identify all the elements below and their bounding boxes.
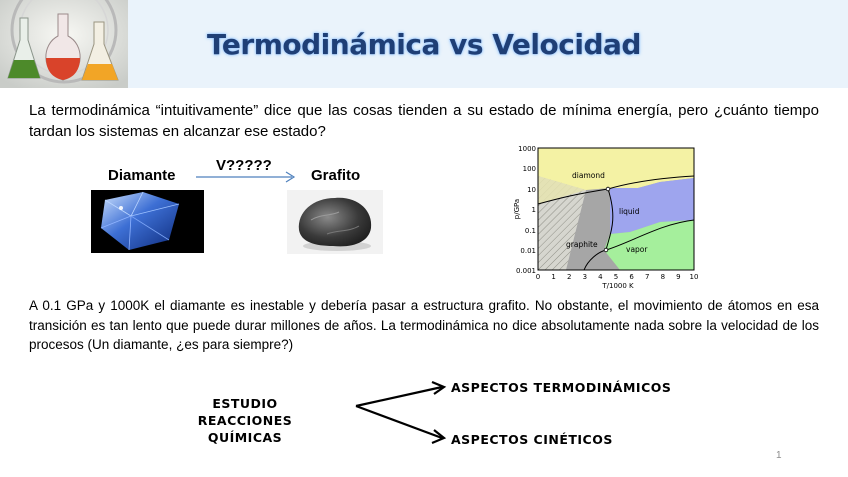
carbon-phase-diagram	[510, 142, 700, 290]
x-tick: 7	[644, 273, 650, 281]
y-tick: 0.01	[520, 247, 536, 255]
estudio-reacciones-label	[170, 395, 320, 446]
transition-arrow	[196, 170, 300, 184]
y-tick: 10	[527, 186, 536, 194]
x-tick: 4	[598, 273, 603, 281]
x-tick: 0	[535, 273, 541, 281]
page-title: Termodinámica vs Velocidad	[207, 28, 641, 61]
diamond-image	[91, 190, 204, 253]
y-tick: 1000	[518, 145, 536, 153]
aspectos-termodinamicos-label: ASPECTOS TERMODINÁMICOS	[451, 380, 672, 395]
grafito-label: Grafito	[311, 167, 361, 184]
x-tick: 3	[582, 273, 588, 281]
liquid-label: liquid	[619, 207, 640, 216]
y-tick: 100	[522, 165, 536, 173]
estudio-line2: QUÍMICAS	[207, 430, 283, 445]
y-tick: 0.001	[515, 267, 536, 275]
x-tick: 6	[629, 273, 634, 281]
graphite-image	[287, 190, 383, 254]
velocity-question-label: V?????	[216, 157, 272, 174]
intro-paragraph: La termodinámica “intuitivamente” dice que las cosas tienden a su estado de mínima energía, pero ¿cuánto tiempo tardan los sistemas en alcanzar ese estado?	[29, 102, 819, 140]
x-tick: 10	[689, 273, 699, 281]
kinetics-paragraph: A 0.1 GPa y 1000K el diamante es inestable y debería pasar a estructura grafito. No obstante, el movimiento de átomos en esa transición es tan lento que puede durar millones de años. La termodinámica no dice absolutamente nada sobre la velocidad de los procesos (Un diamante, ¿es para siempre?)	[29, 298, 819, 352]
y-tick: 1	[531, 206, 536, 214]
x-tick: 5	[613, 273, 619, 281]
y-tick: 0.1	[524, 227, 536, 235]
x-tick: 8	[660, 273, 666, 281]
slide-number: 1	[776, 450, 782, 461]
y-axis-label: p/GPa	[513, 198, 521, 220]
x-tick: 9	[676, 273, 681, 281]
graphite-label: graphite	[566, 240, 598, 249]
estudio-line1: ESTUDIO REACCIONES	[197, 396, 293, 428]
x-tick: 1	[551, 273, 556, 281]
x-axis-label: T/1000 K	[602, 282, 634, 290]
diamante-label: Diamante	[108, 167, 176, 184]
x-tick: 2	[566, 273, 572, 281]
aspectos-cineticos-label: ASPECTOS CINÉTICOS	[451, 432, 613, 447]
branch-arrows	[352, 378, 452, 448]
diamond-label: diamond	[572, 171, 605, 180]
vapor-label: vapor	[626, 245, 648, 254]
